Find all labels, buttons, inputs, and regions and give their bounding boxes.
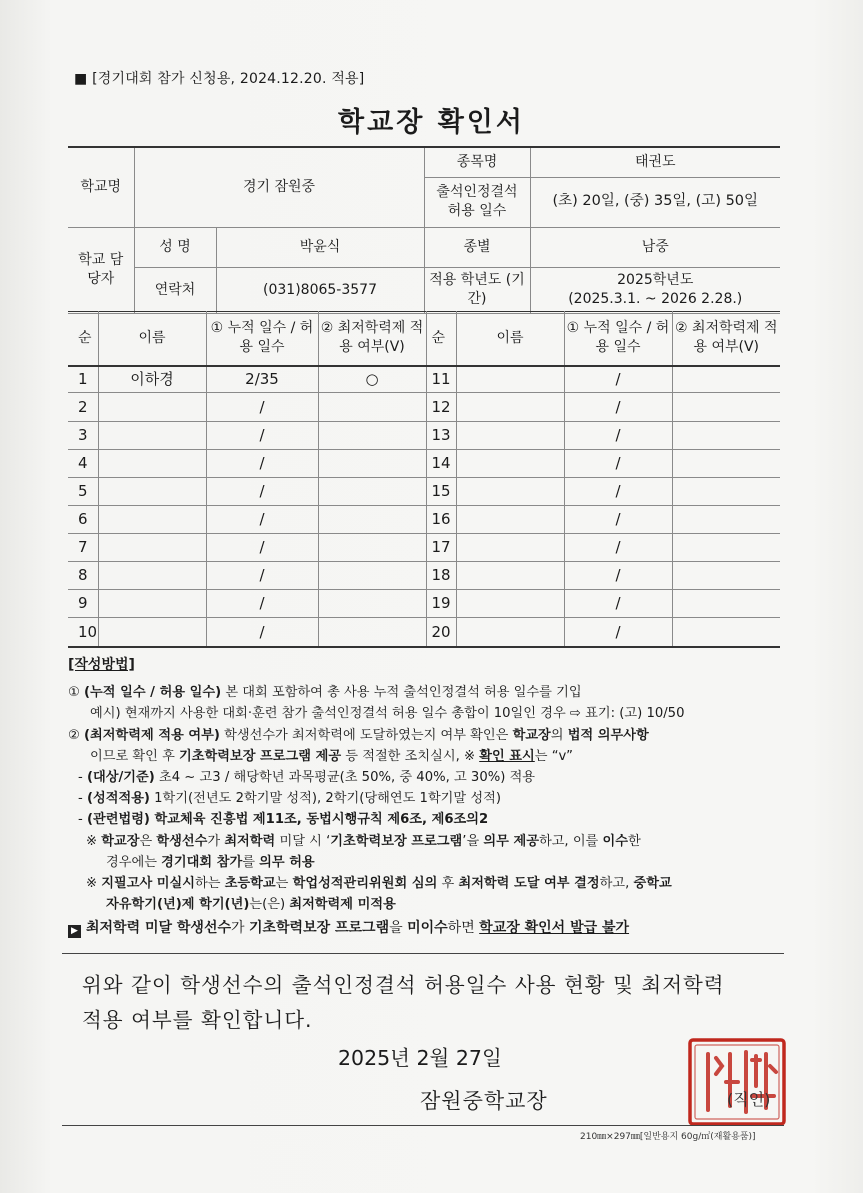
row-number: 14 [426, 450, 456, 478]
row-number: 11 [426, 366, 456, 393]
header-min: ② 최저학력제 적용 여부(V) [672, 312, 780, 366]
row-min-grade [318, 422, 426, 450]
table-row [68, 618, 780, 647]
header-name: 이름 [98, 312, 206, 366]
student-rows [68, 366, 780, 647]
row-number: 2 [68, 393, 98, 422]
year-cell [530, 267, 780, 313]
row-min-grade [672, 393, 780, 422]
row-min-grade [672, 366, 780, 393]
row-name [98, 506, 206, 534]
instruction-line: - (대상/기준) 초4 ~ 고3 / 해당학년 과목평균(초 50%, 중 40%, 고 30%) 적용 [78, 770, 536, 786]
paper-spec: 210㎜×297㎜[일반용지 60g/㎡(재활용품)] [580, 1132, 756, 1142]
row-days: / [564, 562, 672, 590]
table-row [68, 366, 780, 393]
row-name [98, 422, 206, 450]
page-title: 학교장 확인서 [338, 107, 525, 138]
row-days: / [206, 506, 318, 534]
contact-value: (031)8065-3577 [216, 267, 424, 313]
instruction-line: 예시) 현재까지 사용한 대회·훈련 참가 출석인정결석 허용 일수 총합이 10일인 경우 ⇨ 표기: (고) 10/50 [90, 706, 685, 722]
row-name [456, 478, 564, 506]
row-name [456, 422, 564, 450]
header-no: 순 [426, 312, 456, 366]
row-name [98, 450, 206, 478]
table-row [68, 450, 780, 478]
row-number: 15 [426, 478, 456, 506]
row-min-grade [318, 590, 426, 618]
info-table [68, 146, 780, 314]
contact-label: 연락처 [134, 267, 216, 313]
row-name [456, 393, 564, 422]
row-name [456, 562, 564, 590]
instructions-title: [작성방법] [68, 657, 135, 673]
divider [62, 953, 784, 954]
row-min-grade [318, 506, 426, 534]
instruction-line: ※ 학교장은 학생선수가 최저학력 미달 시 ‘기초학력보장 프로그램’을 의무 제공하고, 이를 이수한 [86, 833, 641, 849]
instruction-line: 경우에는 경기대회 참가를 의무 허용 [106, 854, 315, 870]
row-number: 1 [68, 366, 98, 393]
row-days: / [564, 422, 672, 450]
row-number: 17 [426, 534, 456, 562]
row-number: 16 [426, 506, 456, 534]
row-number: 5 [68, 478, 98, 506]
row-number: 6 [68, 506, 98, 534]
row-min-grade [318, 450, 426, 478]
row-min-grade [318, 393, 426, 422]
row-days: / [564, 506, 672, 534]
row-days: / [564, 618, 672, 647]
row-number: 13 [426, 422, 456, 450]
school-seal [686, 1036, 788, 1128]
row-number: 8 [68, 562, 98, 590]
table-row [68, 393, 780, 422]
signer: 잠원중학교장 [420, 1089, 548, 1113]
row-number: 7 [68, 534, 98, 562]
row-min-grade [318, 478, 426, 506]
table-row [68, 534, 780, 562]
year-label: 적용 학년도 (기간) [424, 267, 530, 313]
row-days: / [564, 590, 672, 618]
instruction-line: ※ 지필고사 미실시하는 초등학교는 학업성적관리위원회 심의 후 최저학력 도달 여부 결정하고, 중학교 [86, 876, 672, 892]
instructions [68, 655, 798, 940]
name-label: 성 명 [134, 227, 216, 267]
row-name [98, 562, 206, 590]
instruction-line: ① (누적 일수 / 허용 일수) 본 대회 포함하여 총 사용 누적 출석인정결석 허용 일수를 기입 [68, 685, 582, 701]
row-name [456, 534, 564, 562]
row-min-grade [318, 562, 426, 590]
row-days: / [564, 366, 672, 393]
row-min-grade [672, 506, 780, 534]
row-days: / [206, 618, 318, 647]
row-days: / [206, 450, 318, 478]
row-name [98, 590, 206, 618]
statement-line: 위와 같이 학생선수의 출석인정결석 허용일수 사용 현황 및 최저학력 [82, 973, 725, 997]
row-days: / [206, 393, 318, 422]
table-row [68, 562, 780, 590]
row-name [98, 393, 206, 422]
row-name [98, 478, 206, 506]
row-number: 3 [68, 422, 98, 450]
row-min-grade: ○ [318, 366, 426, 393]
row-days: / [206, 590, 318, 618]
attendance-value: (초) 20일, (중) 35일, (고) 50일 [530, 177, 780, 227]
arrow-box-icon: ▶ [68, 925, 81, 938]
row-number: 18 [426, 562, 456, 590]
row-min-grade [672, 534, 780, 562]
row-days: / [564, 450, 672, 478]
row-number: 4 [68, 450, 98, 478]
row-days: / [564, 534, 672, 562]
header-no: 순 [68, 312, 98, 366]
row-days: 2/35 [206, 366, 318, 393]
header-min: ② 최저학력제 적용 여부(V) [318, 312, 426, 366]
student-list-table [68, 311, 780, 648]
table-row [68, 478, 780, 506]
row-min-grade [672, 590, 780, 618]
name-value: 박윤식 [216, 227, 424, 267]
warning-line: ▶ 최저학력 미달 학생선수가 기초학력보장 프로그램을 미이수하면 학교장 확인서 발급 불가 [68, 918, 798, 939]
row-name [456, 450, 564, 478]
row-days: / [206, 478, 318, 506]
bottom-divider [62, 1125, 784, 1126]
header-name: 이름 [456, 312, 564, 366]
instruction-line: - (성적적용) 1학기(전년도 2학기말 성적), 2학기(당해연도 1학기말 성적) [78, 791, 501, 807]
instruction-line: ② (최저학력제 적용 여부) 학생선수가 최저학력에 도달하였는지 여부 확인은 학교장의 법적 의무사항 [68, 727, 649, 743]
row-min-grade [672, 618, 780, 647]
manager-label: 학교 담당자 [68, 227, 134, 313]
statement-line: 적용 여부를 확인합니다. [82, 1008, 313, 1032]
header-days: ① 누적 일수 / 허용 일수 [206, 312, 318, 366]
statement [82, 968, 725, 1038]
row-min-grade [672, 422, 780, 450]
row-name [456, 590, 564, 618]
instruction-line: - (관련법령) 학교체육 진흥법 제11조, 동법시행규칙 제6조, 제6조의2 [78, 812, 489, 828]
row-name [98, 618, 206, 647]
row-days: / [206, 534, 318, 562]
header-note: ■ [경기대회 참가 신청용, 2024.12.20. 적용] [74, 71, 365, 87]
table-row [68, 422, 780, 450]
row-min-grade [672, 450, 780, 478]
row-number: 12 [426, 393, 456, 422]
row-min-grade [672, 478, 780, 506]
row-name: 이하경 [98, 366, 206, 393]
row-days: / [564, 393, 672, 422]
row-days: / [564, 478, 672, 506]
event-label: 종목명 [424, 147, 530, 177]
row-number: 9 [68, 590, 98, 618]
row-min-grade [318, 534, 426, 562]
instruction-line: 자유학기(년)제 학기(년)는(은) 최저학력제 미적용 [106, 897, 396, 913]
row-number: 19 [426, 590, 456, 618]
table-row [68, 590, 780, 618]
seal-label: (직인) [727, 1090, 771, 1109]
row-days: / [206, 422, 318, 450]
row-days: / [206, 562, 318, 590]
row-min-grade [318, 618, 426, 647]
category-label: 종별 [424, 227, 530, 267]
year-value: 2025학년도 [617, 272, 694, 289]
school-value: 경기 잠원중 [134, 147, 424, 227]
attendance-label: 출석인정결석 허용 일수 [424, 177, 530, 227]
school-label: 학교명 [68, 147, 134, 227]
row-number: 10 [68, 618, 98, 647]
row-number: 20 [426, 618, 456, 647]
table-row [68, 506, 780, 534]
row-name [456, 618, 564, 647]
category-value: 남중 [530, 227, 780, 267]
row-name [456, 506, 564, 534]
header-days: ① 누적 일수 / 허용 일수 [564, 312, 672, 366]
event-value: 태권도 [530, 147, 780, 177]
row-name [456, 366, 564, 393]
instruction-line: 이므로 확인 후 기초학력보장 프로그램 제공 등 적절한 조치실시, ※ 확인 표시는 “v” [90, 748, 573, 764]
row-name [98, 534, 206, 562]
row-min-grade [672, 562, 780, 590]
year-period: (2025.3.1. ~ 2026 2.28.) [568, 291, 743, 307]
issue-date: 2025년 2월 27일 [338, 1046, 502, 1070]
